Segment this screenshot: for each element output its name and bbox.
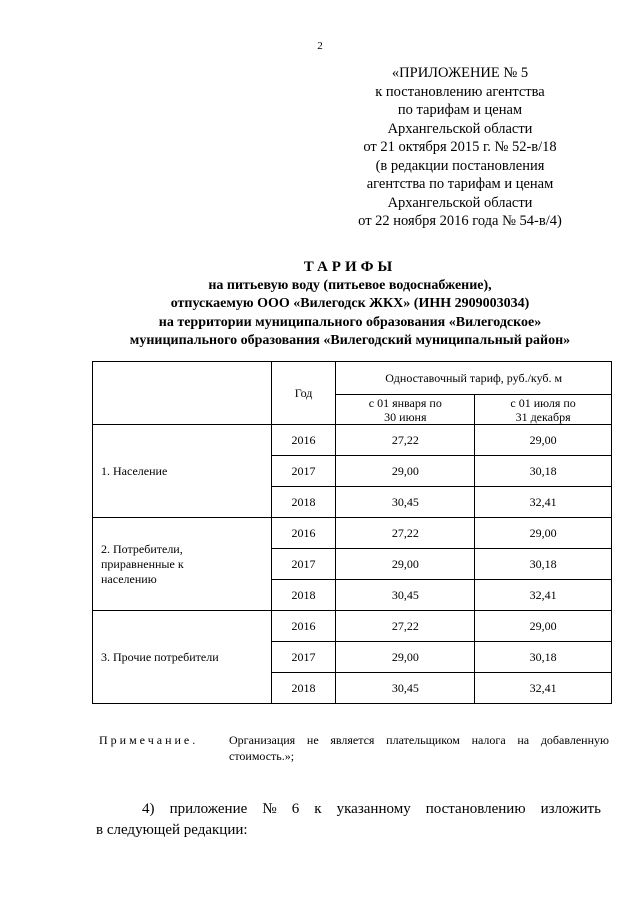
appendix-line: к постановлению агентства xyxy=(375,83,545,100)
paragraph-word: постановлению xyxy=(425,801,526,817)
paragraph-word: к xyxy=(314,801,322,817)
tariff-cell: 32,41 xyxy=(475,673,612,704)
category-cell: 3. Прочие потребители xyxy=(93,611,272,704)
year-cell: 2016 xyxy=(271,425,336,456)
paragraph-word: изложить xyxy=(540,801,601,817)
amendment-paragraph xyxy=(96,799,601,841)
paragraph-word: приложение xyxy=(169,801,248,817)
tariff-cell: 32,41 xyxy=(475,487,612,518)
appendix-line: от 21 октября 2015 г. № 52-в/18 xyxy=(363,139,557,155)
tariff-cell: 32,41 xyxy=(475,580,612,611)
tariff-cell: 27,22 xyxy=(336,518,475,549)
tariff-table xyxy=(92,361,612,704)
table-row xyxy=(93,425,612,456)
paragraph-word: 6 xyxy=(291,801,300,817)
year-cell: 2018 xyxy=(271,487,336,518)
title-line: муниципального образования «Вилегодский муниципальный район» xyxy=(129,333,571,348)
year-cell: 2017 xyxy=(271,549,336,580)
header-empty-cell xyxy=(93,362,272,425)
note-text: Организация не является плательщиком налога на добавленную стоимость.»; xyxy=(229,733,609,763)
year-cell: 2016 xyxy=(271,518,336,549)
tariff-cell: 30,45 xyxy=(336,580,475,611)
tariff-cell: 30,45 xyxy=(336,487,475,518)
header-period-1: с 01 января по 30 июня xyxy=(336,395,475,425)
tariff-cell: 27,22 xyxy=(336,425,475,456)
category-cell: 2. Потребители, приравненные к населению xyxy=(93,518,272,611)
year-cell: 2017 xyxy=(271,642,336,673)
tariff-cell: 30,45 xyxy=(336,673,475,704)
tariff-cell: 27,22 xyxy=(336,611,475,642)
tariff-cell: 29,00 xyxy=(336,642,475,673)
year-cell: 2017 xyxy=(271,456,336,487)
document-title xyxy=(60,258,640,351)
tariff-cell: 30,18 xyxy=(475,549,612,580)
header-period-2: с 01 июля по 31 декабря xyxy=(475,395,612,425)
appendix-line: «ПРИЛОЖЕНИЕ № 5 xyxy=(391,65,529,81)
table-header-row xyxy=(93,362,612,395)
appendix-line: агентства по тарифам и ценам xyxy=(366,176,554,192)
appendix-line: от 22 ноября 2016 года № 54-в/4) xyxy=(358,213,562,229)
appendix-line: Архангельской области xyxy=(387,120,533,137)
year-cell: 2016 xyxy=(271,611,336,642)
tariff-cell: 29,00 xyxy=(475,425,612,456)
paragraph-word: указанному xyxy=(336,801,411,817)
appendix-line: по тарифам и ценам xyxy=(397,102,523,118)
title-line: отпускаемую ООО «Вилегодск ЖКХ» (ИНН 2909003034) xyxy=(170,296,530,311)
paragraph-word: № xyxy=(262,801,277,817)
appendix-header xyxy=(330,64,590,231)
appendix-line: (в редакции постановления xyxy=(375,157,545,174)
title-line: на территории муниципального образования «Вилегодское» xyxy=(158,314,542,330)
paragraph-line-1 xyxy=(96,799,601,820)
table-row xyxy=(93,611,612,642)
header-year: Год xyxy=(271,362,336,425)
category-cell: 1. Население xyxy=(93,425,272,518)
tariff-cell: 30,18 xyxy=(475,456,612,487)
tariff-cell: 29,00 xyxy=(336,549,475,580)
paragraph-line-2: в следующей редакции: xyxy=(96,822,248,838)
tariff-cell: 29,00 xyxy=(475,611,612,642)
tariff-cell: 29,00 xyxy=(336,456,475,487)
title-heading: ТАРИФЫ xyxy=(303,259,397,275)
year-cell: 2018 xyxy=(271,673,336,704)
title-line: на питьевую воду (питьевое водоснабжение), xyxy=(208,277,492,293)
year-cell: 2018 xyxy=(271,580,336,611)
header-tariff: Одноставочный тариф, руб./куб. м xyxy=(336,362,612,395)
page-number: 2 xyxy=(317,40,323,52)
table-row xyxy=(93,518,612,549)
appendix-line: Архангельской области xyxy=(387,194,533,211)
paragraph-word: 4) xyxy=(142,801,155,817)
note-label: Примечание. xyxy=(99,733,199,747)
tariff-cell: 29,00 xyxy=(475,518,612,549)
tariff-cell: 30,18 xyxy=(475,642,612,673)
